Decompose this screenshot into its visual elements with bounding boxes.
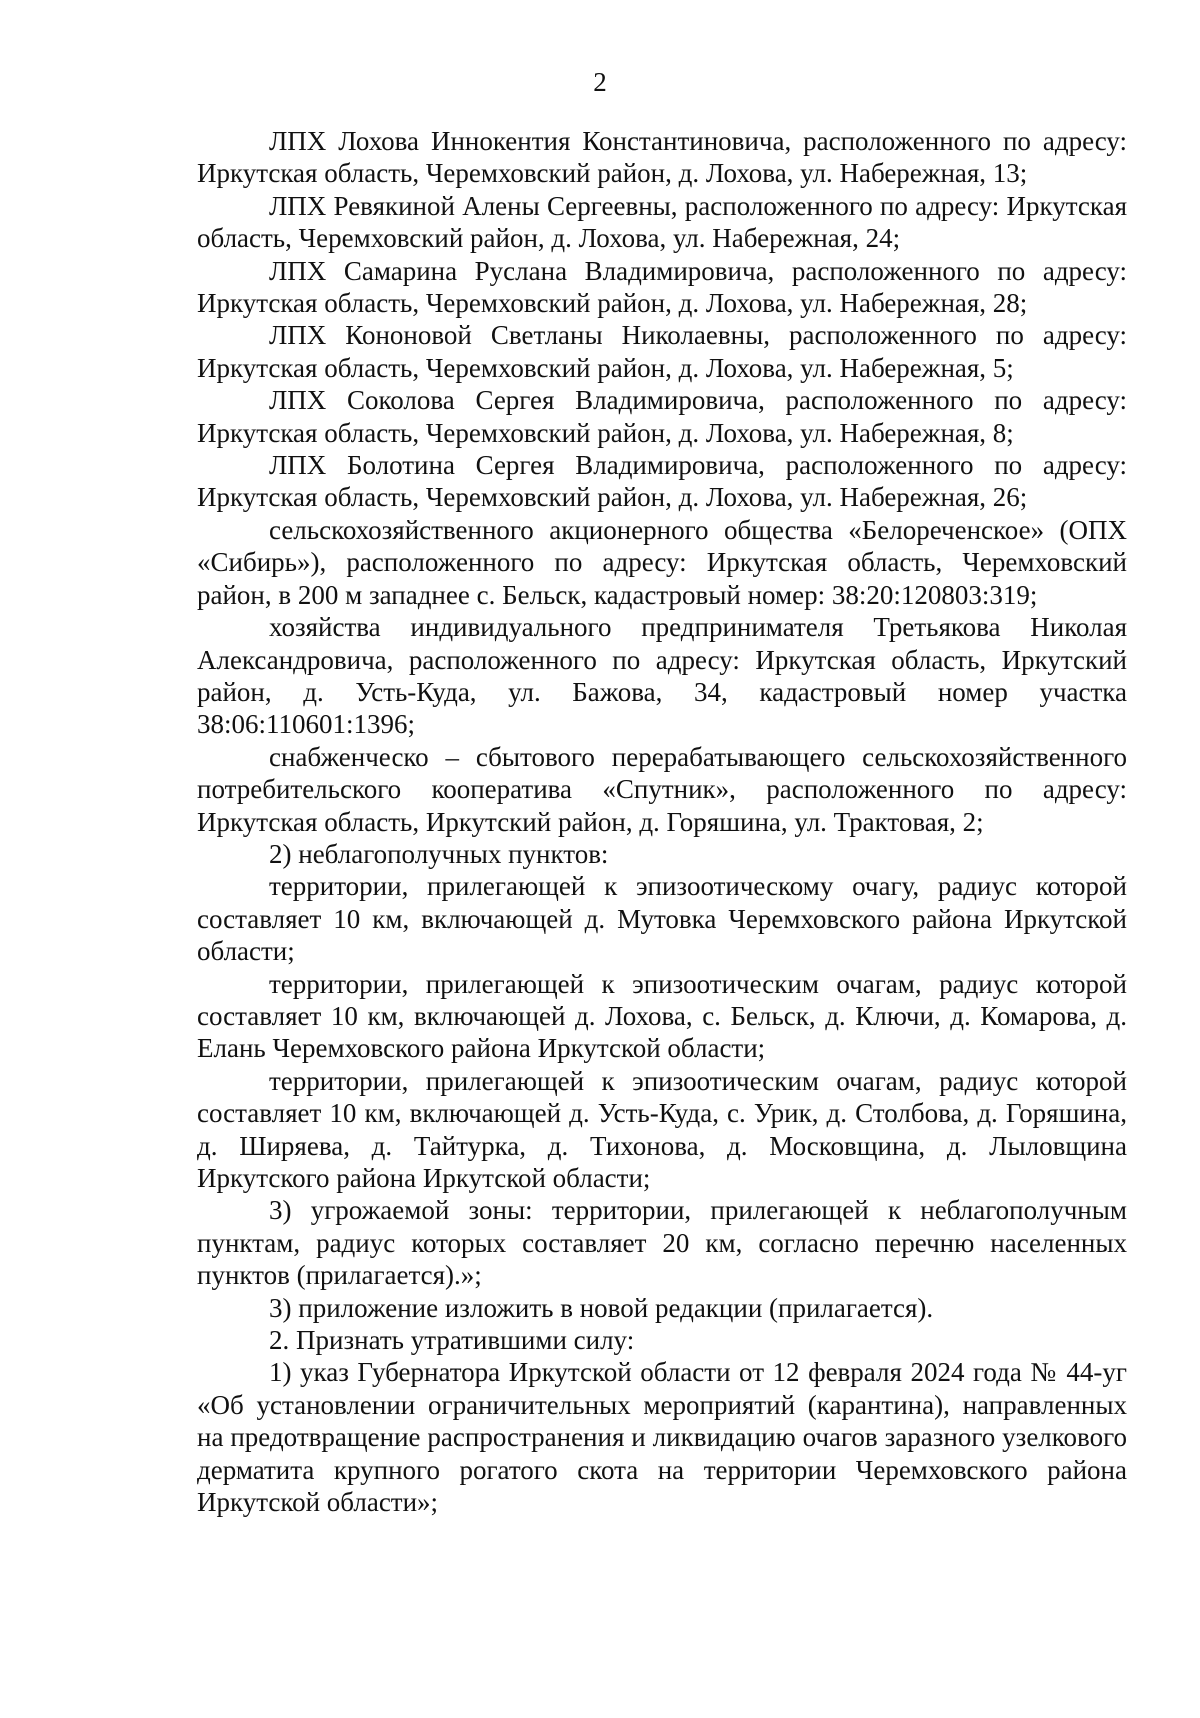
- paragraph-unfavorable-points-heading: 2) неблагополучных пунктов:: [269, 838, 609, 869]
- paragraph-appendix-new-edition: 3) приложение изложить в новой редакции (прилагается).: [269, 1292, 934, 1323]
- document-body: [197, 125, 1127, 1518]
- paragraph-lph-revyakina: ЛПХ Ревякиной Алены Сергеевны, расположенного по адресу: Иркутская область, Черемховский район, д. Лохова, ул. Набережная, 24;: [197, 190, 1127, 254]
- paragraph-tretyakov: хозяйства индивидуального предпринимателя Третьякова Николая Александровича, расположенного по адресу: Иркутская область, Иркутский район, д. Усть-Куда, ул. Бажова, 34, кадастровый номер участка 38:06:110601:1396;: [197, 612, 1127, 740]
- paragraph-lph-bolotin: ЛПХ Болотина Сергея Владимировича, расположенного по адресу: Иркутская область, Черемховский район, д. Лохова, ул. Набережная, 26;: [197, 450, 1127, 513]
- paragraph-lph-samarin: ЛПХ Самарина Руслана Владимировича, расположенного по адресу: Иркутская область, Черемховский район, д. Лохова, ул. Набережная, 28;: [197, 255, 1127, 319]
- paragraph-sputnik: снабженческо – сбытового перерабатывающего сельскохозяйственного потребительского кооператива «Спутник», расположенного по адресу: Иркутская область, Иркутский район, д. Горяшина, ул. Трактовая, 2;: [197, 741, 1127, 837]
- paragraph-territory-mutovka: территории, прилегающей к эпизоотическому очагу, радиус которой составляет 10 км, включающей д. Мутовка Черемховского района Иркутской области;: [197, 871, 1127, 967]
- paragraph-belorechenskoe: сельскохозяйственного акционерного общества «Белореченское» (ОПХ «Сибирь»), расположенного по адресу: Иркутская область, Черемховский район, в 200 м западнее с. Бельск, кадастровый номер: 38:20:120803:319;: [197, 514, 1127, 610]
- paragraph-lph-sokolov: ЛПХ Соколова Сергея Владимировича, расположенного по адресу: Иркутская область, Черемховский район, д. Лохова, ул. Набережная, 8;: [197, 385, 1127, 448]
- paragraph-decree-44-ug: 1) указ Губернатора Иркутской области от 12 февраля 2024 года № 44-уг «Об установлении ограничительных мероприятий (карантина), направленных на предотвращение распространения и ликвидацию очагов заразного узелкового дерматита крупного рогатого скота на территории Черемховского района Иркутской области»;: [197, 1357, 1127, 1518]
- paragraph-threatened-zone: 3) угрожаемой зоны: территории, прилегающей к неблагополучным пунктам, радиус которых составляет 20 км, согласно перечню населенных пунктов (прилагается).»;: [197, 1195, 1127, 1291]
- paragraph-recognize-invalid: 2. Признать утратившими силу:: [269, 1325, 635, 1356]
- paragraph-territory-lokhova: территории, прилегающей к эпизоотическим очагам, радиус которой составляет 10 км, включающей д. Лохова, с. Бельск, д. Ключи, д. Комарова, д. Елань Черемховского района Иркутской области;: [197, 968, 1127, 1064]
- page-number: 2: [593, 67, 607, 97]
- paragraph-lph-kononova: ЛПХ Кононовой Светланы Николаевны, расположенного по адресу: Иркутская область, Черемховский район, д. Лохова, ул. Набережная, 5;: [197, 320, 1127, 383]
- paragraph-territory-ust-kuda: территории, прилегающей к эпизоотическим очагам, радиус которой составляет 10 км, включающей д. Усть-Куда, с. Урик, д. Столбова, д. Горяшина, д. Ширяева, д. Тайтурка, д. Тихонова, д. Московщина, д. Лыловщина Иркутского района Иркутской области;: [197, 1065, 1127, 1193]
- paragraph-lph-lokhov: ЛПХ Лохова Иннокентия Константиновича, расположенного по адресу: Иркутская область, Черемховский район, д. Лохова, ул. Набережная, 13;: [197, 126, 1127, 189]
